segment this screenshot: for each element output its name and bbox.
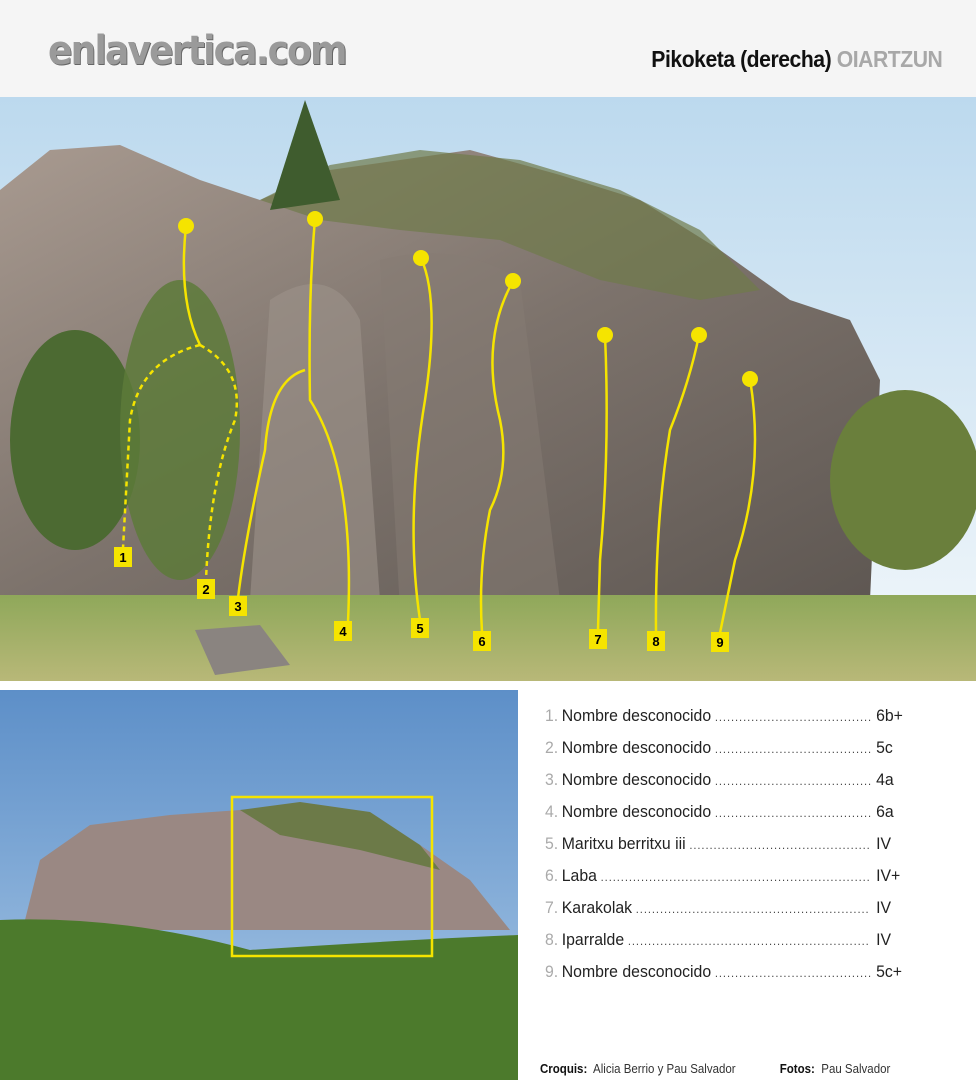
route-grade: 5c (876, 738, 893, 757)
overview-photo (0, 690, 518, 1080)
anchor-icon (505, 273, 521, 289)
route-number: 1. (545, 706, 559, 725)
sector-name: Pikoketa (derecha) (650, 46, 831, 72)
route-name: Iparralde (561, 930, 625, 949)
route-item (545, 770, 917, 802)
route-number: 8. (545, 930, 559, 949)
route-item (545, 738, 917, 770)
route-item (545, 866, 917, 898)
route-item (545, 898, 917, 930)
route-grade: 4a (876, 770, 894, 789)
route-name: Laba (561, 866, 597, 885)
svg-text:4: 4 (339, 624, 347, 639)
anchor-icon (307, 211, 323, 227)
route-item (545, 802, 917, 834)
fotos-value: Pau Salvador (821, 1062, 891, 1076)
svg-text:6: 6 (478, 634, 486, 649)
fotos-label: Fotos: (779, 1062, 815, 1076)
anchor-icon (413, 250, 429, 266)
svg-text:1: 1 (119, 550, 127, 565)
svg-text:3: 3 (234, 599, 242, 614)
croquis-value: Alicia Berrio y Pau Salvador (593, 1062, 736, 1076)
route-number: 3. (545, 770, 559, 789)
route-label-6 (473, 631, 491, 651)
anchor-icon (597, 327, 613, 343)
svg-text:5: 5 (416, 621, 424, 636)
route-label-8 (647, 631, 665, 651)
route-number: 7. (545, 898, 559, 917)
route-item (545, 930, 917, 962)
route-grade: 5c+ (876, 962, 903, 981)
svg-text:2: 2 (202, 582, 210, 597)
anchor-icon (691, 327, 707, 343)
route-name: Nombre desconocido (561, 802, 712, 821)
route-number: 9. (545, 962, 559, 981)
region-name: OIARTZUN (836, 46, 942, 72)
route-label-3 (229, 596, 247, 616)
leader-dots (689, 838, 870, 852)
route-grade: IV (876, 898, 892, 917)
leader-dots (715, 806, 871, 820)
route-name: Maritxu berritxu iii (561, 834, 686, 853)
croquis-label: Croquis: (540, 1062, 588, 1076)
route-grade: 6b+ (876, 706, 903, 725)
route-grade: 6a (876, 802, 894, 821)
tree (830, 390, 976, 570)
leader-dots (715, 966, 871, 980)
svg-text:8: 8 (652, 634, 660, 649)
route-item (545, 834, 917, 866)
route-name: Karakolak (561, 898, 633, 917)
route-number: 6. (545, 866, 559, 885)
route-label-2 (197, 579, 215, 599)
route-label-9 (711, 632, 729, 652)
leader-dots (715, 774, 871, 788)
leader-dots (636, 902, 871, 916)
route-grade: IV (876, 930, 892, 949)
route-label-1 (114, 547, 132, 567)
route-label-7 (589, 629, 607, 649)
svg-text:7: 7 (594, 632, 602, 647)
leader-dots (628, 934, 871, 948)
leader-dots (715, 710, 871, 724)
route-label-4 (334, 621, 352, 641)
route-number: 5. (545, 834, 559, 853)
route-grade: IV+ (876, 866, 901, 885)
route-grade: IV (876, 834, 892, 853)
route-name: Nombre desconocido (561, 770, 712, 789)
leader-dots (601, 870, 871, 884)
credits (540, 1062, 890, 1076)
page-header (0, 0, 976, 97)
route-name: Nombre desconocido (561, 706, 712, 725)
page-title (651, 46, 942, 73)
crag-topo-photo (0, 97, 976, 681)
route-name: Nombre desconocido (561, 962, 712, 981)
route-number: 2. (545, 738, 559, 757)
route-item (545, 962, 917, 994)
route-number: 4. (545, 802, 559, 821)
route-item (545, 706, 917, 738)
site-logo: enlavertica.com (48, 28, 346, 74)
anchor-icon (178, 218, 194, 234)
svg-text:9: 9 (716, 635, 724, 650)
leader-dots (715, 742, 871, 756)
anchor-icon (742, 371, 758, 387)
route-list (545, 706, 945, 994)
route-label-5 (411, 618, 429, 638)
route-name: Nombre desconocido (561, 738, 712, 757)
